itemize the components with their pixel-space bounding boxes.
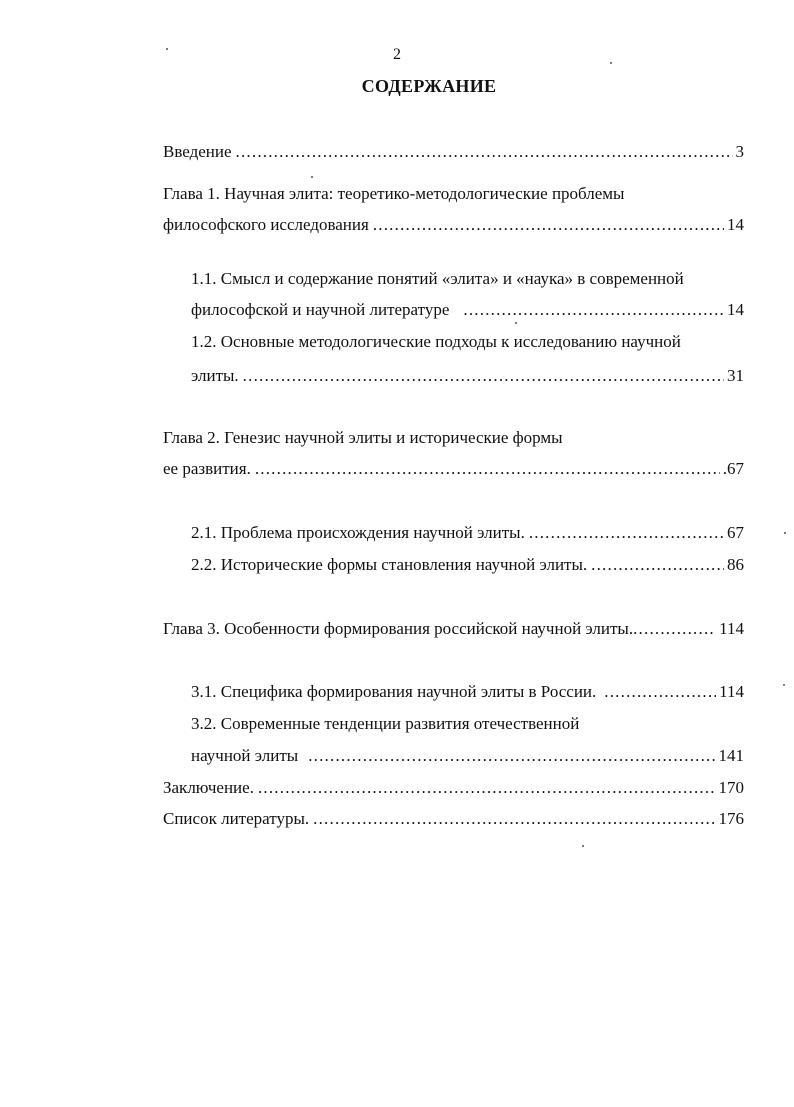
toc-entry-page: 170 bbox=[718, 778, 744, 797]
dot-leader bbox=[236, 142, 733, 162]
toc-entry-label: Глава 3. Особенности формирования российской научной элиты. bbox=[163, 619, 634, 638]
toc-entry-label: Введение bbox=[163, 142, 232, 161]
page-number: 2 bbox=[393, 46, 401, 63]
toc-entry-chapter-2 bbox=[163, 459, 744, 479]
dot-leader bbox=[243, 366, 724, 386]
toc-entry-section-2-1 bbox=[191, 523, 744, 543]
toc-entry-label: 3.1. Специфика формирования научной элиты в России. bbox=[191, 682, 597, 701]
scan-speck bbox=[582, 845, 584, 847]
scan-speck bbox=[166, 48, 168, 50]
toc-entry-chapter-3 bbox=[163, 619, 744, 639]
scan-speck bbox=[784, 532, 786, 534]
dot-leader bbox=[463, 300, 724, 320]
toc-entry-label: Глава 1. Научная элита: теоретико-методологические проблемы bbox=[163, 184, 625, 203]
dot-leader bbox=[373, 215, 724, 235]
toc-entry-section-3-1 bbox=[191, 682, 744, 702]
toc-entry-label: элиты. bbox=[191, 366, 239, 385]
toc-entry-section-1-1 bbox=[191, 300, 744, 320]
toc-entry-chapter-2-title bbox=[163, 428, 563, 448]
toc-entry-conclusion bbox=[163, 778, 744, 798]
toc-entry-label: Глава 2. Генезис научной элиты и исторические формы bbox=[163, 428, 563, 447]
toc-entry-chapter-1-title bbox=[163, 184, 624, 204]
dot-leader bbox=[529, 523, 724, 543]
dot-leader bbox=[633, 619, 716, 639]
toc-entry-section-3-2-title bbox=[191, 714, 579, 734]
toc-entry-label: научной элиты bbox=[191, 746, 299, 765]
dot-leader bbox=[255, 459, 720, 479]
scan-speck bbox=[783, 684, 785, 686]
toc-entry-page: 86 bbox=[727, 555, 744, 574]
toc-entry-section-1-2-title bbox=[191, 332, 681, 352]
toc-entry-label: Список литературы. bbox=[163, 809, 310, 828]
toc-entry-label: ее развития. bbox=[163, 459, 251, 478]
toc-entry-page: 141 bbox=[718, 746, 744, 765]
toc-entry-label: 2.1. Проблема происхождения научной элиты. bbox=[191, 523, 525, 542]
toc-entry-page: 176 bbox=[718, 809, 744, 828]
toc-entry-page: 14 bbox=[727, 300, 744, 319]
dot-leader bbox=[258, 778, 716, 798]
dot-leader bbox=[604, 682, 716, 702]
scan-speck bbox=[311, 176, 313, 178]
toc-entry-page: 67 bbox=[727, 523, 744, 542]
scan-speck bbox=[515, 322, 517, 324]
toc-entry-page: 114 bbox=[719, 619, 744, 638]
dot-leader bbox=[591, 555, 724, 575]
toc-entry-section-3-2 bbox=[191, 746, 744, 766]
scan-speck bbox=[610, 62, 612, 64]
toc-entry-page: 14 bbox=[727, 215, 744, 234]
toc-entry-intro bbox=[163, 142, 744, 162]
toc-entry-page: 31 bbox=[727, 366, 744, 385]
toc-entry-label: философского исследования bbox=[163, 215, 369, 234]
toc-entry-label: 3.2. Современные тенденции развития отечественной bbox=[191, 714, 580, 733]
dot-leader bbox=[313, 809, 715, 829]
toc-entry-page: .67 bbox=[722, 459, 744, 478]
toc-entry-label: Заключение. bbox=[163, 778, 254, 797]
toc-entry-page: 114 bbox=[719, 682, 744, 701]
toc-entry-page: 3 bbox=[735, 142, 744, 161]
toc-entry-label: 1.2. Основные методологические подходы к исследованию научной bbox=[191, 332, 681, 351]
toc-entry-chapter-1 bbox=[163, 215, 744, 235]
toc-entry-references bbox=[163, 809, 744, 829]
dot-leader bbox=[308, 746, 715, 766]
toc-entry-section-1-2 bbox=[191, 366, 744, 386]
toc-entry-label: 1.1. Смысл и содержание понятий «элита» и «наука» в современной bbox=[191, 269, 684, 288]
toc-entry-section-2-2 bbox=[191, 555, 744, 575]
toc-entry-label: философской и научной литературе bbox=[191, 300, 450, 319]
toc-title: СОДЕРЖАНИЕ bbox=[361, 76, 497, 96]
toc-entry-section-1-1-title bbox=[191, 269, 684, 289]
toc-entry-label: 2.2. Исторические формы становления научной элиты. bbox=[191, 555, 588, 574]
